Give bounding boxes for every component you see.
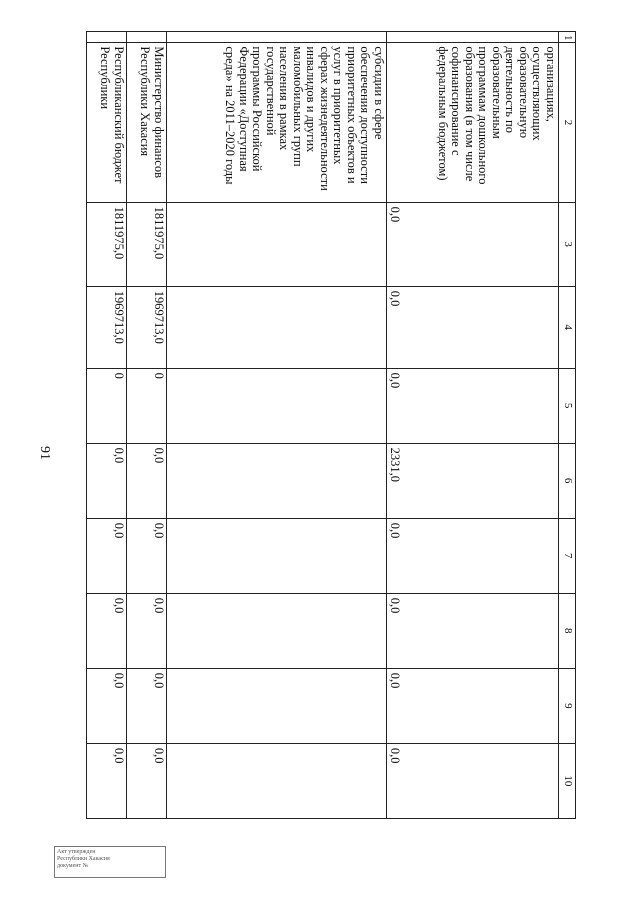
table-cell: 0,0 [87,443,127,518]
table-row [87,32,127,819]
table-cell [167,593,387,668]
table-cell [167,518,387,593]
table-cell: Республиканский бюджет Республики [87,43,127,202]
header-cell: 3 [559,202,576,286]
table-cell: 0,0 [87,668,127,743]
table-cell [167,32,387,43]
header-cell: 10 [559,743,576,818]
table-cell: 1811975,0 [127,202,167,286]
header-cell: 8 [559,593,576,668]
table-cell [167,443,387,518]
stamp-line: Республики Хакасия [57,856,110,862]
table-cell: 0,0 [87,593,127,668]
table-cell: 0,0 [127,518,167,593]
table-cell [167,743,387,818]
table-cell: 0,0 [87,743,127,818]
stamp-line: документ № [57,863,89,869]
page-number: 91 [37,446,52,460]
table-cell [167,286,387,368]
header-row [559,32,576,819]
table-cell [127,32,167,43]
table-row [127,32,167,819]
table-cell [167,668,387,743]
table-cell: 0,0 [127,443,167,518]
table-cell: 0,0 [387,668,559,743]
header-cell: 7 [559,518,576,593]
rotated-table-canvas [88,31,576,819]
table-cell: 1811975,0 [87,202,127,286]
header-cell: 9 [559,668,576,743]
header-cell: 2 [559,43,576,202]
table-cell: 1969713,0 [127,286,167,368]
table-cell: 0,0 [127,668,167,743]
data-table [86,31,576,819]
table-cell: 0,0 [127,593,167,668]
header-cell: 5 [559,368,576,443]
header-cell: 1 [559,32,576,43]
document-stamp [54,846,166,878]
table-cell: 1969713,0 [87,286,127,368]
table-cell: организациях, осуществляющих образовательную деятельность по образовательным программам дошкольного образования (в том числе софинансирование с федеральным бюджетом) [387,43,559,202]
header-cell: 4 [559,286,576,368]
table-cell: 0 [87,368,127,443]
header-cell: 6 [559,443,576,518]
table-cell: 0,0 [387,368,559,443]
table-cell: 2331,0 [387,443,559,518]
table-cell [167,202,387,286]
table-cell: 0,0 [127,743,167,818]
table-cell [167,368,387,443]
table-cell: 0,0 [387,743,559,818]
table-cell: субсидии в сфере обеспечения доступности приоритетных объектов и услуг в приоритетных сферах жизнедеятельности инвалидов и других маломобильных групп населения в рамках государственной программы Российской Федерации «Доступная среда» на 2011–2020 годы [167,43,387,202]
table-cell: 0,0 [387,518,559,593]
table-cell: 0,0 [387,286,559,368]
table-cell: 0,0 [87,518,127,593]
table-row [387,32,559,819]
table-cell: Министерство финансов Республики Хакасия [127,43,167,202]
table-cell: 0 [127,368,167,443]
table-cell [387,32,559,43]
table-cell [87,32,127,43]
table-row [167,32,387,819]
stamp-line: Акт утвержден [57,849,96,855]
table-cell: 0,0 [387,202,559,286]
table-cell: 0,0 [387,593,559,668]
